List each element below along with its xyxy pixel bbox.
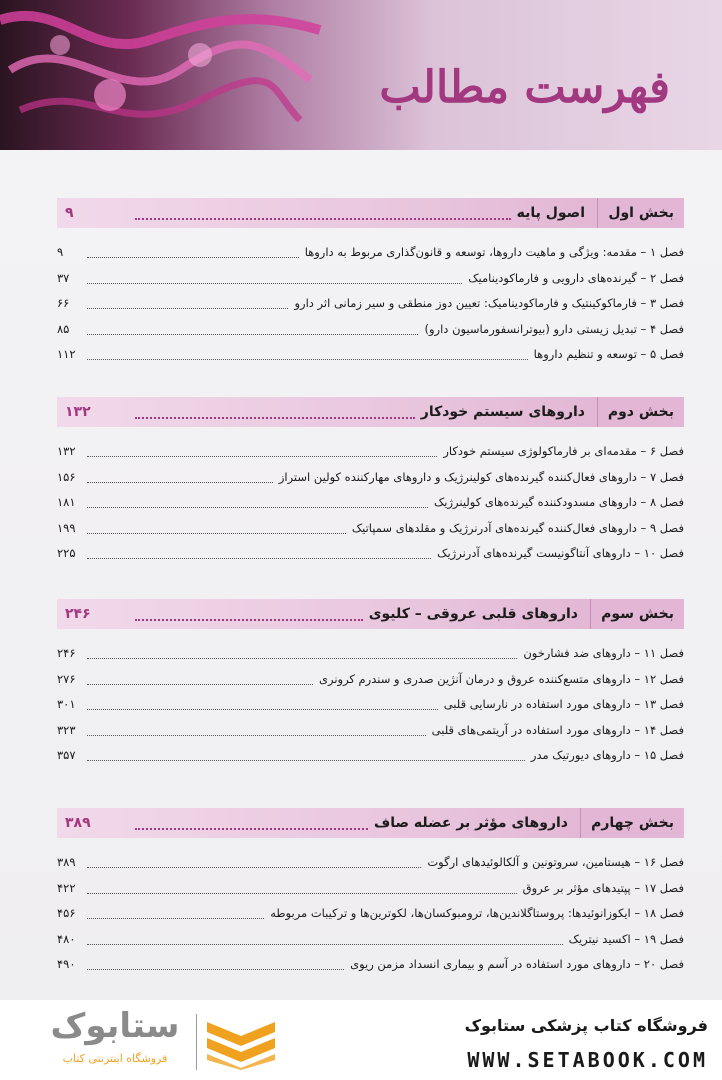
store-url-link[interactable]: WWW.SETABOOK.COM bbox=[467, 1048, 708, 1072]
chapter-page-number: ۹ bbox=[57, 245, 64, 259]
section-title: داروهای سیستم خودکار bbox=[420, 404, 585, 420]
chapter-leader-dots bbox=[87, 969, 344, 970]
chapter-row[interactable] bbox=[57, 293, 684, 315]
chapter-page-number: ۳۲۳ bbox=[57, 722, 76, 737]
chapter-title: فصل ۱ – مقدمه: ویژگی و ماهیت داروها، توسعه و قانون‌گذاری مربوط به داروها bbox=[304, 245, 684, 259]
section-title: داروهای مؤثر بر عضله صاف bbox=[373, 815, 568, 831]
chapter-page-number: ۲۴۶ bbox=[57, 646, 76, 660]
chapter-title: فصل ۱۳ – داروهای مورد استفاده در نارسایی قلبی bbox=[443, 697, 684, 712]
chapter-row[interactable] bbox=[57, 344, 684, 366]
section-page-number: ۲۴۶ bbox=[65, 606, 91, 622]
chapter-title: فصل ۲ – گیرنده‌های دارویی و فارماکودینامیک bbox=[468, 270, 684, 285]
chapter-row[interactable] bbox=[57, 954, 684, 976]
chapter-page-number: ۳۸۹ bbox=[57, 855, 76, 869]
chapter-row[interactable] bbox=[57, 319, 684, 341]
chapter-page-number: ۲۲۵ bbox=[57, 546, 76, 561]
chapter-page-number: ۱۸۱ bbox=[57, 495, 76, 510]
chapter-row[interactable] bbox=[57, 643, 684, 665]
chapter-title: فصل ۱۱ – داروهای ضد فشارخون bbox=[523, 646, 684, 660]
chapter-page-number: ۱۹۹ bbox=[57, 520, 76, 535]
chapter-title: فصل ۹ – داروهای فعال‌کننده گیرنده‌های آدرنرژیک و مقلدهای سمپاتیک bbox=[351, 520, 684, 535]
chapter-row[interactable] bbox=[57, 878, 684, 900]
chapter-row[interactable] bbox=[57, 467, 684, 489]
store-logo-wordmark[interactable]: ستابوک bbox=[50, 1006, 180, 1046]
chapter-leader-dots bbox=[87, 507, 428, 508]
chapter-row[interactable] bbox=[57, 543, 684, 565]
chapter-page-number: ۶۶ bbox=[57, 296, 70, 311]
chapter-leader-dots bbox=[87, 308, 288, 309]
chapter-title: فصل ۱۹ – اکسید نیتریک bbox=[568, 931, 684, 946]
chapter-leader-dots bbox=[87, 658, 517, 659]
chapter-leader-dots bbox=[87, 533, 346, 534]
chapter-title: فصل ۱۷ – پپتیدهای مؤثر بر عروق bbox=[522, 880, 684, 895]
chapter-title: فصل ۵ – توسعه و تنظیم داروها bbox=[533, 347, 684, 362]
section-page-number: ۳۸۹ bbox=[65, 815, 91, 831]
chapter-row[interactable] bbox=[57, 694, 684, 716]
section-leader-dots bbox=[135, 619, 363, 621]
chapter-page-number: ۴۹۰ bbox=[57, 957, 76, 972]
store-chevron-logo-icon bbox=[207, 1018, 275, 1070]
chapter-title: فصل ۳ – فارماکوکینتیک و فارماکودینامیک: تعیین دوز منطقی و سیر زمانی اثر دارو bbox=[294, 296, 684, 311]
chapter-leader-dots bbox=[87, 735, 426, 736]
store-footer bbox=[0, 1000, 722, 1080]
chapter-row[interactable] bbox=[57, 903, 684, 925]
section-label: بخش اول bbox=[597, 198, 684, 228]
chapter-page-number: ۸۵ bbox=[57, 321, 70, 336]
chapter-title: فصل ۲۰ – داروهای مورد استفاده در آسم و بیماری انسداد مزمن ریوی bbox=[350, 957, 684, 972]
chapter-leader-dots bbox=[87, 918, 264, 919]
chapter-title: فصل ۱۵ – داروهای دیورتیک مدر bbox=[530, 748, 684, 763]
chapter-leader-dots bbox=[87, 283, 462, 284]
chapter-page-number: ۳۰۱ bbox=[57, 697, 76, 712]
section-page-number: ۹ bbox=[65, 205, 74, 221]
chapter-row[interactable] bbox=[57, 745, 684, 767]
section-title: داروهای قلبی عروقی – کلیوی bbox=[368, 606, 578, 622]
chapter-title: فصل ۱۸ – ایکوزانوئیدها: پروستاگلاندین‌ها، ترومبوکسان‌ها، لکوترین‌ها و ترکیبات مربوطه bbox=[270, 906, 684, 921]
chapter-leader-dots bbox=[87, 257, 299, 258]
section-label: بخش دوم bbox=[597, 397, 684, 427]
chapter-title: فصل ۱۰ – داروهای آنتاگونیست گیرنده‌های آدرنرژیک bbox=[437, 546, 684, 561]
chapter-page-number: ۴۲۲ bbox=[57, 880, 76, 895]
section-title: اصول پایه bbox=[516, 205, 585, 221]
chapter-page-number: ۴۸۰ bbox=[57, 931, 76, 946]
chapter-row[interactable] bbox=[57, 492, 684, 514]
chapter-row[interactable] bbox=[57, 669, 684, 691]
chapter-page-number: ۲۷۶ bbox=[57, 671, 76, 686]
page-header bbox=[0, 0, 722, 150]
chapter-row[interactable] bbox=[57, 852, 684, 874]
chapter-leader-dots bbox=[87, 760, 525, 761]
chapter-row[interactable] bbox=[57, 929, 684, 951]
section-header[interactable] bbox=[57, 198, 684, 228]
chapter-row[interactable] bbox=[57, 268, 684, 290]
section-label: بخش سوم bbox=[590, 599, 684, 629]
chapter-leader-dots bbox=[87, 684, 313, 685]
chapter-page-number: ۳۷ bbox=[57, 270, 70, 285]
chapter-title: فصل ۸ – داروهای مسدودکننده گیرنده‌های کولینرژیک bbox=[433, 495, 684, 510]
chapter-row[interactable] bbox=[57, 242, 684, 264]
chapter-page-number: ۱۱۲ bbox=[57, 347, 76, 362]
chapter-title: فصل ۴ – تبدیل زیستی دارو (بیوترانسفورماسیون دارو) bbox=[424, 321, 684, 336]
section-page-number: ۱۳۲ bbox=[65, 404, 91, 420]
chapter-leader-dots bbox=[87, 867, 421, 868]
chapter-leader-dots bbox=[87, 482, 273, 483]
chapter-leader-dots bbox=[87, 558, 431, 559]
section-header[interactable] bbox=[57, 599, 684, 629]
section-header[interactable] bbox=[57, 397, 684, 427]
chapter-title: فصل ۱۲ – داروهای متسع‌کننده عروق و درمان آنژین صدری و سندرم کرونری bbox=[318, 671, 684, 686]
section-leader-dots bbox=[135, 828, 368, 830]
chapter-row[interactable] bbox=[57, 518, 684, 540]
section-header[interactable] bbox=[57, 808, 684, 838]
chapter-page-number: ۱۳۲ bbox=[57, 444, 76, 458]
section-leader-dots bbox=[135, 417, 415, 419]
chapter-leader-dots bbox=[87, 944, 563, 945]
chapter-title: فصل ۱۴ – داروهای مورد استفاده در آریتمی‌های قلبی bbox=[431, 722, 684, 737]
chapter-title: فصل ۶ – مقدمه‌ای بر فارماکولوژی سیستم خودکار bbox=[443, 444, 684, 458]
chapter-row[interactable] bbox=[57, 720, 684, 742]
chapter-title: فصل ۷ – داروهای فعال‌کننده گیرنده‌های کولینرژیک و داروهای مهارکننده کولین استراز bbox=[278, 469, 684, 484]
chapter-leader-dots bbox=[87, 359, 528, 360]
decorative-molecule-art bbox=[0, 0, 330, 150]
chapter-leader-dots bbox=[87, 893, 517, 894]
section-label: بخش چهارم bbox=[580, 808, 684, 838]
chapter-leader-dots bbox=[87, 456, 437, 457]
chapter-page-number: ۳۵۷ bbox=[57, 748, 76, 763]
page-title: فهرست مطالب bbox=[379, 62, 670, 113]
chapter-page-number: ۴۵۶ bbox=[57, 906, 76, 921]
section-leader-dots bbox=[135, 218, 511, 220]
store-logo-subtitle: فروشگاه اینترنتی کتاب bbox=[62, 1052, 168, 1065]
chapter-row[interactable] bbox=[57, 441, 684, 463]
store-name: فروشگاه کتاب پزشکی ستابوک bbox=[464, 1016, 708, 1035]
logo-divider bbox=[196, 1014, 197, 1070]
chapter-title: فصل ۱۶ – هیستامین، سروتونین و آلکالوئیدهای ارگوت bbox=[427, 855, 684, 869]
chapter-page-number: ۱۵۶ bbox=[57, 469, 76, 484]
chapter-leader-dots bbox=[87, 334, 418, 335]
chapter-leader-dots bbox=[87, 709, 438, 710]
